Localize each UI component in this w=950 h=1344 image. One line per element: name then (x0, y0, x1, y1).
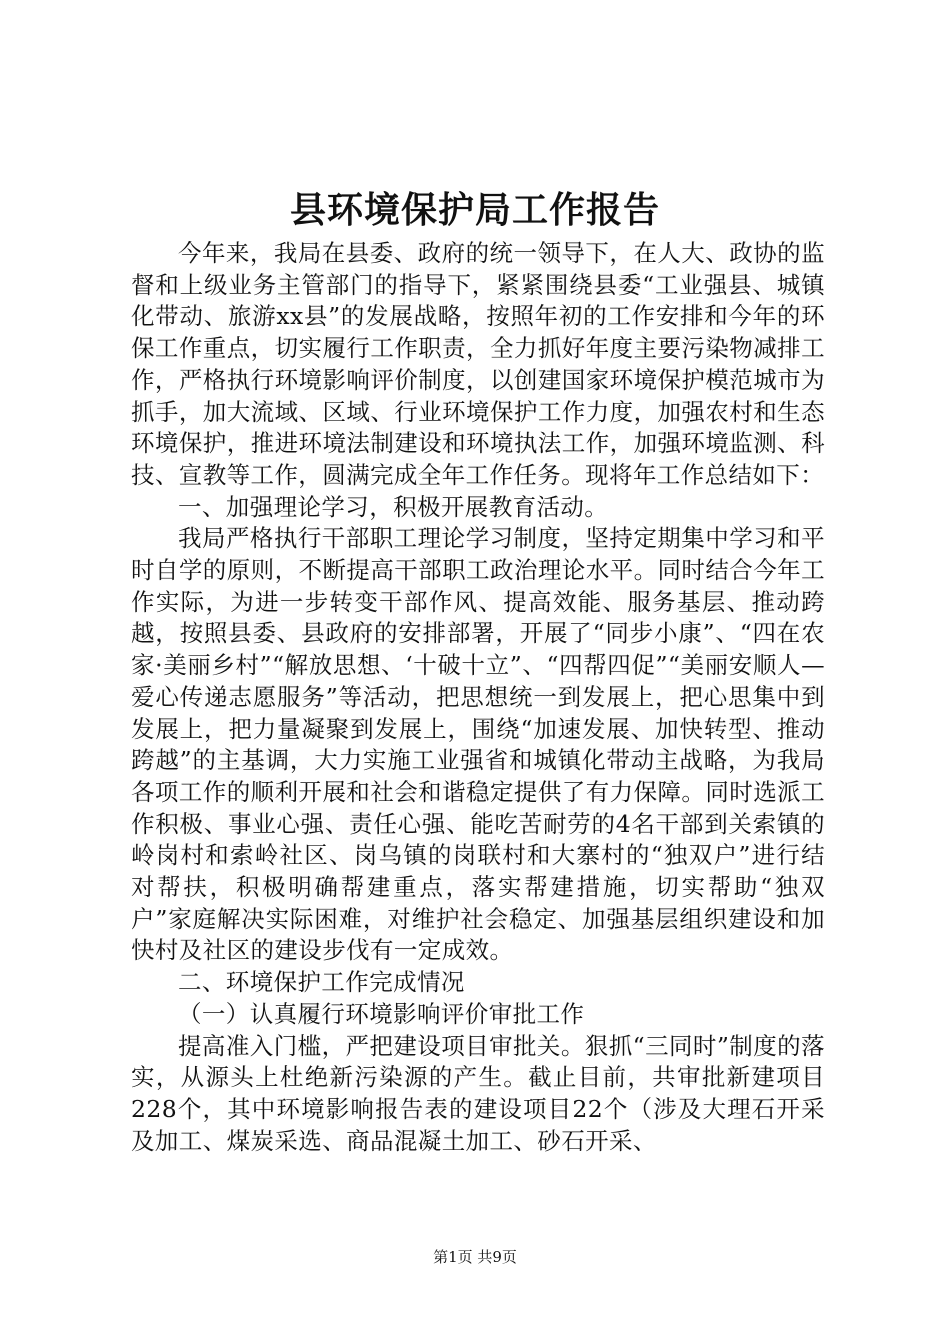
section-1-paragraph: 我局严格执行干部职工理论学习制度，坚持定期集中学习和平时自学的原则，不断提高干部职工政治理论水平。同时结合今年工作实际，为进一步转变干部作风、提高效能、服务基层、推动跨越，按照县委、县政府的安排部署，开展了“同步小康”、“四在农家·美丽乡村”“解放思想、‘十破十立”、“四帮四促”“美丽安顺人—爱心传递志愿服务”等活动，把思想统一到发展上，把心思集中到发展上，把力量凝聚到发展上，围绕“加速发展、加快转型、推动跨越”的主基调，大力实施工业强省和城镇化带动主战略，为我局各项工作的顺利开展和社会和谐稳定提供了有力保障。同时选派工作积极、事业心强、责任心强、能吃苦耐劳的4名干部到关索镇的岭岗村和索岭社区、岗乌镇的岗联村和大寨村的“独双户”进行结对帮扶，积极明确帮建重点，落实帮建措施，切实帮助“独双户”家庭解决实际困难，对维护社会稳定、加强基层组织建设和加快村及社区的建设步伐有一定成效。 (131, 524, 825, 965)
intro-paragraph: 今年来，我局在县委、政府的统一领导下，在人大、政协的监督和上级业务主管部门的指导下，紧紧围绕县委“工业强县、城镇化带动、旅游xx县”的发展战略，按照年初的工作安排和今年的环保工作重点，切实履行工作职责，全力抓好年度主要污染物减排工作，严格执行环境影响评价制度，以创建国家环境保护模范城市为抓手，加大流域、区域、行业环境保护工作力度，加强农村和生态环境保护，推进环境法制建设和环境执法工作，加强环境监测、科技、宣教等工作，圆满完成全年工作任务。现将年工作总结如下： (131, 239, 825, 489)
page-footer: 第1页 共9页 (433, 1248, 517, 1266)
document-body (131, 238, 825, 1157)
section-heading-1: 一、加强理论学习，积极开展教育活动。 (178, 492, 609, 521)
section-heading-2: 二、环境保护工作完成情况 (178, 968, 465, 997)
subsection-heading-1: （一）认真履行环境影响评价审批工作 (178, 999, 585, 1028)
page-title: 县环境保护局工作报告 (289, 189, 660, 231)
subsection-1-paragraph: 提高准入门槛，严把建设项目审批关。狠抓“三同时”制度的落实，从源头上杜绝新污染源的产生。截止目前，共审批新建项目228个，其中环境影响报告表的建设项目22个（涉及大理石开采及加工、煤炭采选、商品混凝土加工、砂石开采、 (131, 1031, 825, 1155)
